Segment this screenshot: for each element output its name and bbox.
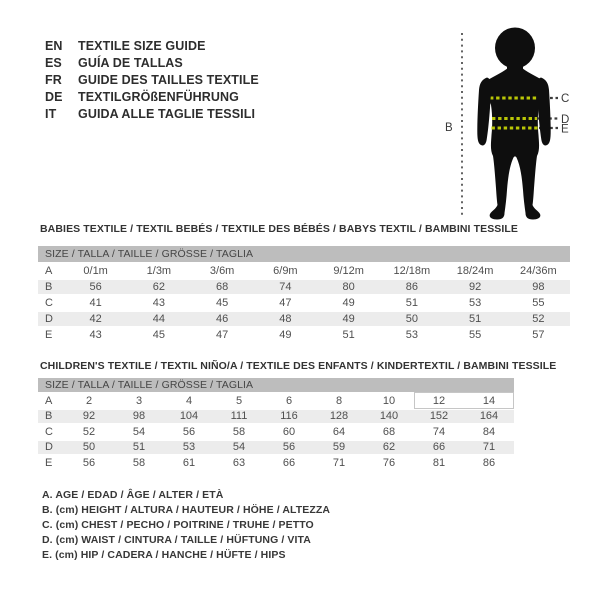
- children-table: [38, 393, 514, 471]
- legend-waist: D. (cm) WAIST / CINTURA / TAILLE / HÜFTUNG / VITA: [42, 534, 311, 546]
- table-cell: 74: [432, 425, 446, 438]
- table-row-height: [38, 409, 514, 425]
- language-row: [45, 54, 259, 71]
- guide-title: GUIDA ALLE TAGLIE TESSILI: [78, 106, 256, 121]
- table-cell: 0/1m: [83, 265, 108, 277]
- table-cell: 41: [89, 297, 102, 309]
- table-cell: 46: [216, 313, 229, 325]
- table-cell: 52: [532, 313, 545, 325]
- language-code: IT: [45, 106, 57, 121]
- table-cell: 10: [382, 394, 396, 407]
- table-cell: 63: [232, 456, 246, 469]
- table-cell: 5: [235, 394, 243, 407]
- row-label: E: [45, 329, 53, 341]
- guide-title: TEXTILGRÖßENFÜHRUNG: [78, 89, 239, 104]
- table-row-waist: [38, 311, 570, 327]
- table-cell: 128: [329, 410, 349, 423]
- language-title-list: [45, 37, 259, 122]
- table-cell: 80: [342, 281, 355, 293]
- row-label: E: [45, 456, 53, 469]
- language-code: FR: [45, 72, 62, 87]
- table-cell: 111: [230, 410, 248, 423]
- row-label: D: [45, 441, 53, 454]
- guide-title: GUIDE DES TAILLES TEXTILE: [78, 72, 259, 87]
- table-row-age: [38, 393, 514, 409]
- table-cell: 76: [382, 456, 396, 469]
- table-cell: 52: [82, 425, 96, 438]
- table-cell: 68: [216, 281, 229, 293]
- table-cell: 56: [182, 425, 196, 438]
- table-cell: 1/3m: [146, 265, 172, 277]
- table-cell: 53: [405, 329, 418, 341]
- table-cell: 55: [469, 329, 482, 341]
- table-cell: 98: [532, 281, 545, 293]
- table-cell: 43: [152, 297, 165, 309]
- table-cell: 9/12m: [333, 265, 364, 277]
- language-row: [45, 37, 259, 54]
- children-size-header-bar: SIZE / TALLA / TAILLE / GRÖSSE / TAGLIA: [38, 378, 514, 392]
- babies-table: [38, 263, 570, 343]
- table-cell: 62: [152, 281, 165, 293]
- legend-age: A. AGE / EDAD / ÂGE / ALTER / ETÀ: [42, 489, 224, 501]
- table-cell: 140: [379, 410, 399, 423]
- table-cell: 45: [216, 297, 229, 309]
- table-cell: 116: [280, 410, 298, 423]
- table-cell: 61: [182, 456, 196, 469]
- legend-height: B. (cm) HEIGHT / ALTURA / HAUTEUR / HÖHE / ALTEZZA: [42, 504, 331, 516]
- table-cell: 71: [482, 441, 496, 454]
- table-cell: 81: [432, 456, 446, 469]
- child-right-arm: [537, 78, 551, 146]
- table-row-hip: [38, 327, 570, 343]
- table-cell: 51: [405, 297, 418, 309]
- waist-label: D: [561, 114, 570, 126]
- guide-title: TEXTILE SIZE GUIDE: [78, 38, 206, 53]
- table-cell: 49: [342, 297, 355, 309]
- table-cell: 57: [532, 329, 545, 341]
- hip-label: E: [561, 123, 569, 136]
- table-cell: 59: [332, 441, 346, 454]
- row-label: D: [45, 313, 53, 325]
- legend-chest: C. (cm) CHEST / PECHO / POITRINE / TRUHE / PETTO: [42, 519, 314, 531]
- legend-hip: E. (cm) HIP / CADERA / HANCHE / HÜFTE / HIPS: [42, 549, 286, 561]
- row-label: C: [45, 425, 53, 438]
- row-label: B: [45, 281, 53, 293]
- table-cell: 66: [282, 456, 296, 469]
- table-cell: 2: [85, 394, 93, 407]
- row-label: A: [45, 394, 53, 407]
- table-cell: 49: [279, 329, 292, 341]
- row-label: B: [45, 410, 53, 423]
- table-cell: 86: [482, 456, 496, 469]
- table-cell: 3: [135, 394, 143, 407]
- table-cell: 92: [82, 410, 96, 423]
- table-cell: 71: [332, 456, 346, 469]
- child-head: [495, 28, 535, 69]
- table-cell: 56: [89, 281, 102, 293]
- babies-table-title: BABIES TEXTILE / TEXTIL BEBÉS / TEXTILE DES BÉBÉS / BABYS TEXTIL / BAMBINI TESSILE: [40, 223, 519, 235]
- table-row-hip: [38, 455, 514, 471]
- language-code: EN: [45, 38, 63, 53]
- table-cell: 4: [185, 394, 193, 407]
- table-row-height: [38, 279, 570, 295]
- table-cell: 49: [342, 313, 355, 325]
- table-cell: 45: [152, 329, 165, 341]
- table-row-age: [38, 263, 570, 279]
- table-cell: 50: [405, 313, 418, 325]
- table-cell: 6: [285, 394, 293, 407]
- table-cell: 104: [179, 410, 199, 423]
- table-cell: 164: [479, 410, 499, 423]
- table-cell: 51: [342, 329, 355, 341]
- children-table-title: CHILDREN'S TEXTILE / TEXTIL NIÑO/A / TEXTILE DES ENFANTS / KINDERTEXTIL / BAMBINI TESSILE: [40, 360, 557, 372]
- table-cell: 54: [232, 441, 246, 454]
- table-cell: 68: [382, 425, 396, 438]
- table-cell: 62: [382, 441, 396, 454]
- chest-label: C: [561, 93, 570, 105]
- table-cell: 98: [132, 410, 146, 423]
- child-silhouette-figure: [440, 10, 600, 230]
- table-cell: 152: [429, 410, 449, 423]
- language-row: [45, 88, 259, 105]
- table-cell: 51: [132, 441, 146, 454]
- table-cell: 56: [282, 441, 296, 454]
- table-cell: 24/36m: [520, 265, 557, 277]
- table-cell: 53: [182, 441, 196, 454]
- table-cell: 6/9m: [273, 265, 298, 277]
- guide-title: GUÍA DE TALLAS: [78, 55, 183, 70]
- table-cell: 55: [532, 297, 545, 309]
- table-cell: 42: [89, 313, 102, 325]
- table-cell: 50: [82, 441, 96, 454]
- child-body-silhouette: [485, 68, 544, 220]
- table-cell: 60: [282, 425, 296, 438]
- table-cell: 56: [82, 456, 96, 469]
- language-code: ES: [45, 55, 62, 70]
- table-cell: 58: [232, 425, 246, 438]
- table-cell: 44: [152, 313, 165, 325]
- table-cell: 86: [405, 281, 418, 293]
- table-row-waist: [38, 440, 514, 456]
- table-row-chest: [38, 424, 514, 440]
- row-label: C: [45, 297, 53, 309]
- babies-size-header-bar: SIZE / TALLA / TAILLE / GRÖSSE / TAGLIA: [38, 246, 570, 262]
- table-cell: 58: [132, 456, 146, 469]
- child-left-arm: [477, 78, 491, 146]
- table-cell: 47: [279, 297, 292, 309]
- table-cell: 12: [432, 394, 446, 407]
- table-cell: 64: [332, 425, 346, 438]
- table-cell: 74: [279, 281, 292, 293]
- row-label: A: [45, 265, 53, 277]
- table-cell: 53: [469, 297, 482, 309]
- table-cell: 66: [432, 441, 446, 454]
- table-row-chest: [38, 295, 570, 311]
- height-label: B: [445, 122, 453, 134]
- table-cell: 51: [469, 313, 482, 325]
- language-code: DE: [45, 89, 63, 104]
- language-row: [45, 105, 259, 122]
- table-cell: 12/18m: [393, 265, 431, 277]
- table-cell: 92: [469, 281, 482, 293]
- measurement-legend: [42, 488, 330, 563]
- table-cell: 48: [279, 313, 292, 325]
- table-cell: 14: [482, 394, 496, 407]
- table-cell: 3/6m: [209, 265, 235, 277]
- language-row: [45, 71, 259, 88]
- table-cell: 43: [89, 329, 102, 341]
- table-cell: 8: [335, 394, 343, 407]
- table-cell: 84: [482, 425, 496, 438]
- table-cell: 18/24m: [456, 265, 494, 277]
- table-cell: 47: [216, 329, 229, 341]
- table-cell: 54: [132, 425, 146, 438]
